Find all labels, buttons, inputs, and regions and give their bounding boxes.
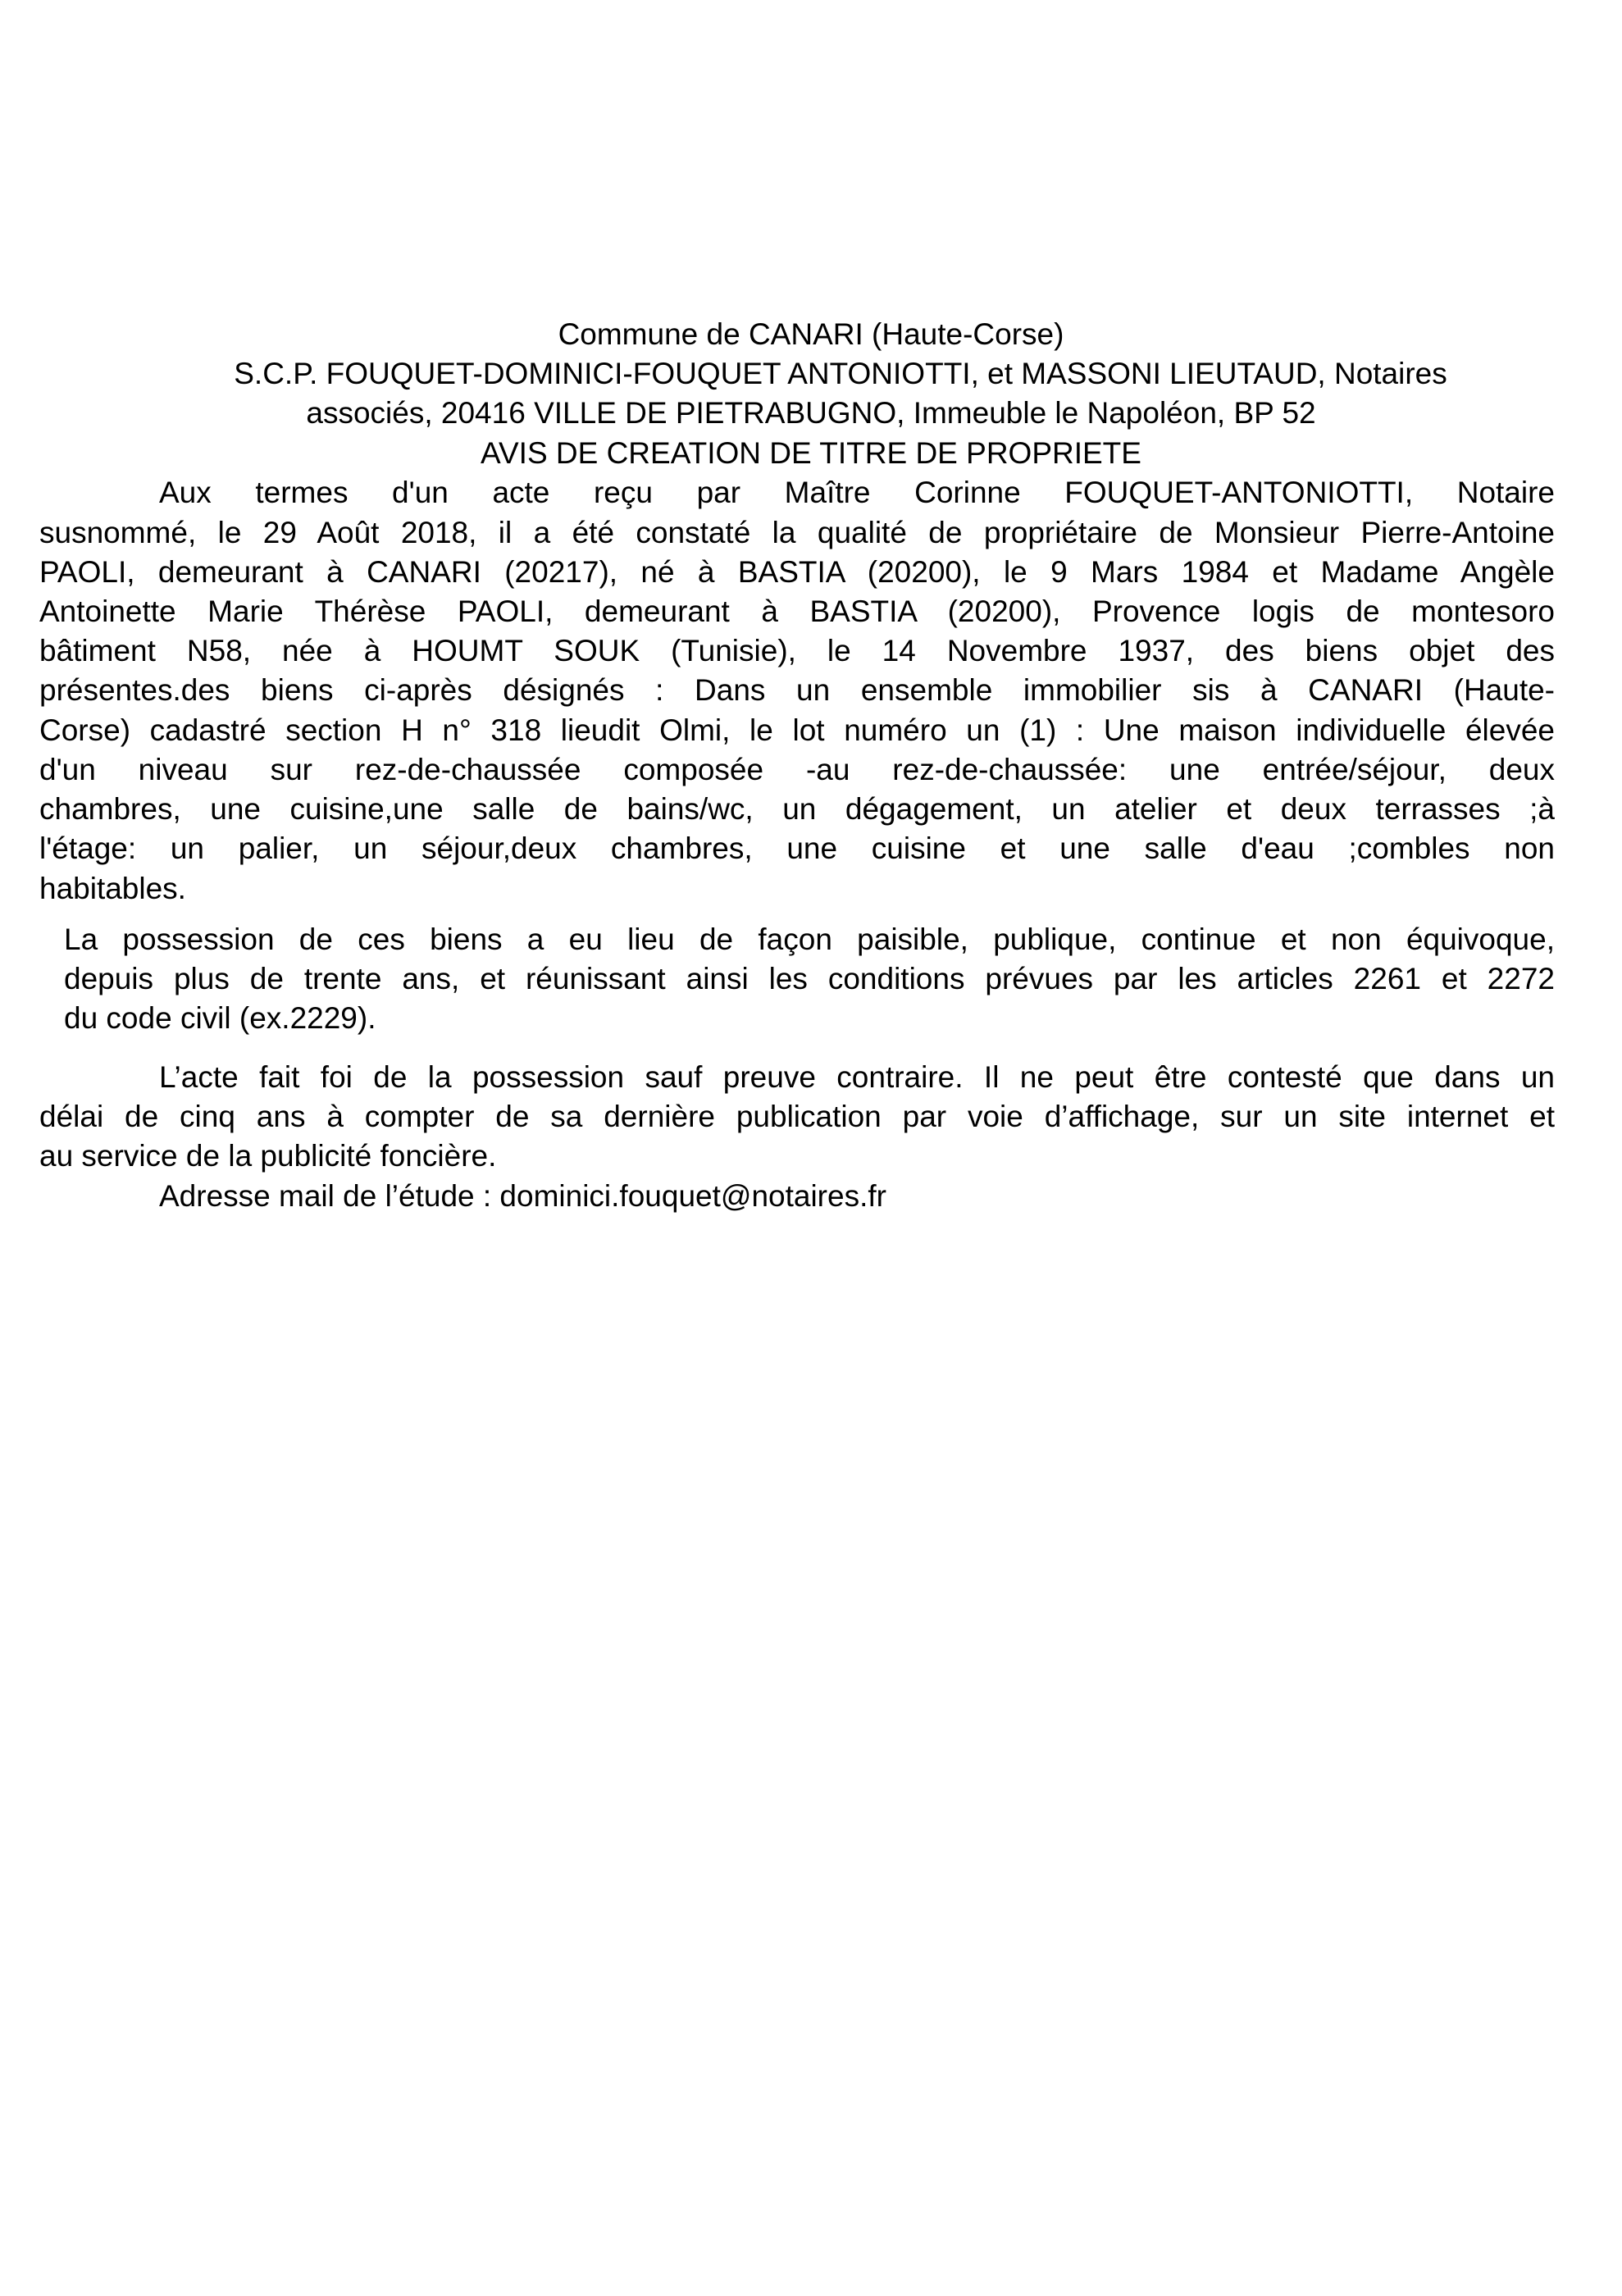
- notice-title: AVIS DE CREATION DE TITRE DE PROPRIETE: [481, 436, 1141, 470]
- paragraph-line: du code civil (ex.2229).: [64, 1001, 376, 1035]
- notary-office-line-2: associés, 20416 VILLE DE PIETRABUGNO, Immeuble le Napoléon, BP 52: [306, 396, 1316, 430]
- paragraph-line: l'étage: un palier, un séjour,deux chambres, une cuisine et une salle d'eau ;combles non: [39, 831, 1555, 865]
- office-email-line: Adresse mail de l’étude : dominici.fouquet@notaires.fr: [159, 1179, 886, 1213]
- notary-office-line-1: S.C.P. FOUQUET-DOMINICI-FOUQUET ANTONIOTTI, et MASSONI LIEUTAUD, Notaires: [234, 357, 1447, 390]
- paragraph-line: Aux termes d'un acte reçu par Maître Corinne FOUQUET-ANTONIOTTI, Notaire: [159, 476, 1555, 509]
- paragraph-line: L’acte fait foi de la possession sauf preuve contraire. Il ne peut être contesté que dans un: [159, 1060, 1555, 1094]
- paragraph-line: PAOLI, demeurant à CANARI (20217), né à BASTIA (20200), le 9 Mars 1984 et Madame Angèle: [39, 555, 1555, 589]
- paragraph-line: depuis plus de trente ans, et réunissant ainsi les conditions prévues par les articles 2261 et 2272: [64, 962, 1555, 995]
- paragraph-line: chambres, une cuisine,une salle de bains/wc, un dégagement, un atelier et deux terrasses ;à: [39, 792, 1555, 826]
- paragraph-line: d'un niveau sur rez-de-chaussée composée -au rez-de-chaussée: une entrée/séjour, deux: [39, 753, 1555, 786]
- paragraph-line: présentes.des biens ci-après désignés : Dans un ensemble immobilier sis à CANARI (Haute-: [39, 673, 1555, 707]
- paragraph-line: Corse) cadastré section H n° 318 lieudit Olmi, le lot numéro un (1) : Une maison individuelle élevée: [39, 713, 1555, 747]
- paragraph-line: Antoinette Marie Thérèse PAOLI, demeurant à BASTIA (20200), Provence logis de montesoro: [39, 594, 1555, 628]
- paragraph-line: au service de la publicité foncière.: [39, 1139, 497, 1173]
- paragraph-line: délai de cinq ans à compter de sa dernière publication par voie d’affichage, sur un site internet et: [39, 1100, 1555, 1133]
- paragraph-line: habitables.: [39, 872, 186, 905]
- paragraph-line: La possession de ces biens a eu lieu de façon paisible, publique, continue et non équivoque,: [64, 922, 1555, 956]
- paragraph-line: susnommé, le 29 Août 2018, il a été constaté la qualité de propriétaire de Monsieur Pierre-Antoine: [39, 516, 1555, 549]
- commune-heading: Commune de CANARI (Haute-Corse): [558, 317, 1064, 351]
- paragraph-line: bâtiment N58, née à HOUMT SOUK (Tunisie), le 14 Novembre 1937, des biens objet des: [39, 634, 1555, 667]
